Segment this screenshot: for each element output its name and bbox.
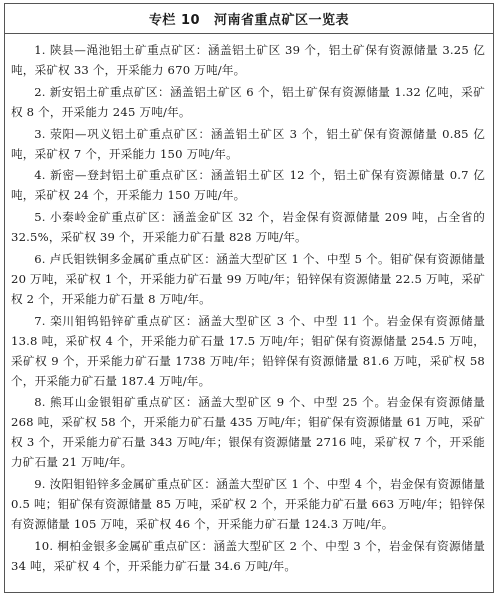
list-item: 6. 卢氏钼铁铜多金属矿重点矿区：涵盖大型矿区 1 个、中型 5 个。钼矿保有资源储量 20 万吨，采矿权 1 个，开采能力矿石量 99 万吨/年；铅锌保有资源储量 22.5 万吨，采矿权 2 个，开采能力矿石量 8 万吨/年。 (11, 252, 485, 306)
box-title-bar (5, 4, 493, 34)
entry-list (5, 34, 493, 577)
list-item: 3. 荥阳—巩义铝土矿重点矿区：涵盖铝土矿区 3 个，铝土矿保有资源储量 0.85 亿吨，采矿权 7 个，开采能力 150 万吨/年。 (11, 126, 485, 161)
list-item: 8. 熊耳山金银钼矿重点矿区：涵盖大型矿区 9 个、中型 25 个。岩金保有资源储量 268 吨，采矿权 58 个，开采能力矿石量 435 万吨/年；钼矿保有资源储量 61 万吨，采矿权 3 个，开采能力矿石量 343 万吨/年；银保有资源储量 2716 吨，采矿权 7 个，开采能力矿石量 21 万吨/年。 (11, 395, 485, 470)
list-item: 10. 桐柏金银多金属矿重点矿区：涵盖大型矿区 2 个、中型 3 个，岩金保有资源储量 34 吨，采矿权 4 个，开采能力矿石量 34.6 万吨/年。 (11, 538, 485, 573)
list-item: 9. 汝阳钼铅锌多金属矿重点矿区：涵盖大型矿区 1 个、中型 4 个，岩金保有资源储量 0.5 吨；钼矿保有资源储量 85 万吨，采矿权 2 个，开采能力矿石量 663 万吨/年；铅锌保有资源储量 105 万吨，采矿权 46 个，开采能力矿石量 124.3 万吨/年。 (11, 477, 485, 531)
column-label: 专栏 10 (148, 13, 201, 28)
list-item: 7. 栾川钼钨铅锌矿重点矿区：涵盖大型矿区 3 个、中型 11 个。岩金保有资源储量 13.8 吨，采矿权 4 个，开采能力矿石量 17.5 万吨/年；钼矿保有资源储量 254.5 万吨，采矿权 9 个，开采能力矿石量 1738 万吨/年；铅锌保有资源储量 81.6 万吨，采矿权 58 个，开采能力矿石量 187.4 万吨/年。 (11, 313, 485, 388)
list-item: 1. 陕县—渑池铝土矿重点矿区：涵盖铝土矿区 39 个，铝土矿保有资源储量 3.25 亿吨，采矿权 33 个，开采能力 670 万吨/年。 (11, 43, 485, 77)
list-item: 5. 小秦岭金矿重点矿区：涵盖金矿区 32 个，岩金保有资源储量 209 吨，占全省的 32.5%，采矿权 39 个，开采能力矿石量 828 万吨/年。 (11, 210, 485, 245)
feature-box (4, 3, 494, 593)
list-item: 2. 新安铝土矿重点矿区：涵盖铝土矿区 6 个，铝土矿保有资源储量 1.32 亿吨，采矿权 8 个，开采能力 245 万吨/年。 (11, 84, 485, 119)
box-title: 河南省重点矿区一览表 (214, 13, 350, 28)
list-item: 4. 新密—登封铝土矿重点矿区：涵盖铝土矿区 12 个，铝土矿保有资源储量 0.7 亿吨，采矿权 24 个，开采能力 150 万吨/年。 (11, 168, 485, 203)
